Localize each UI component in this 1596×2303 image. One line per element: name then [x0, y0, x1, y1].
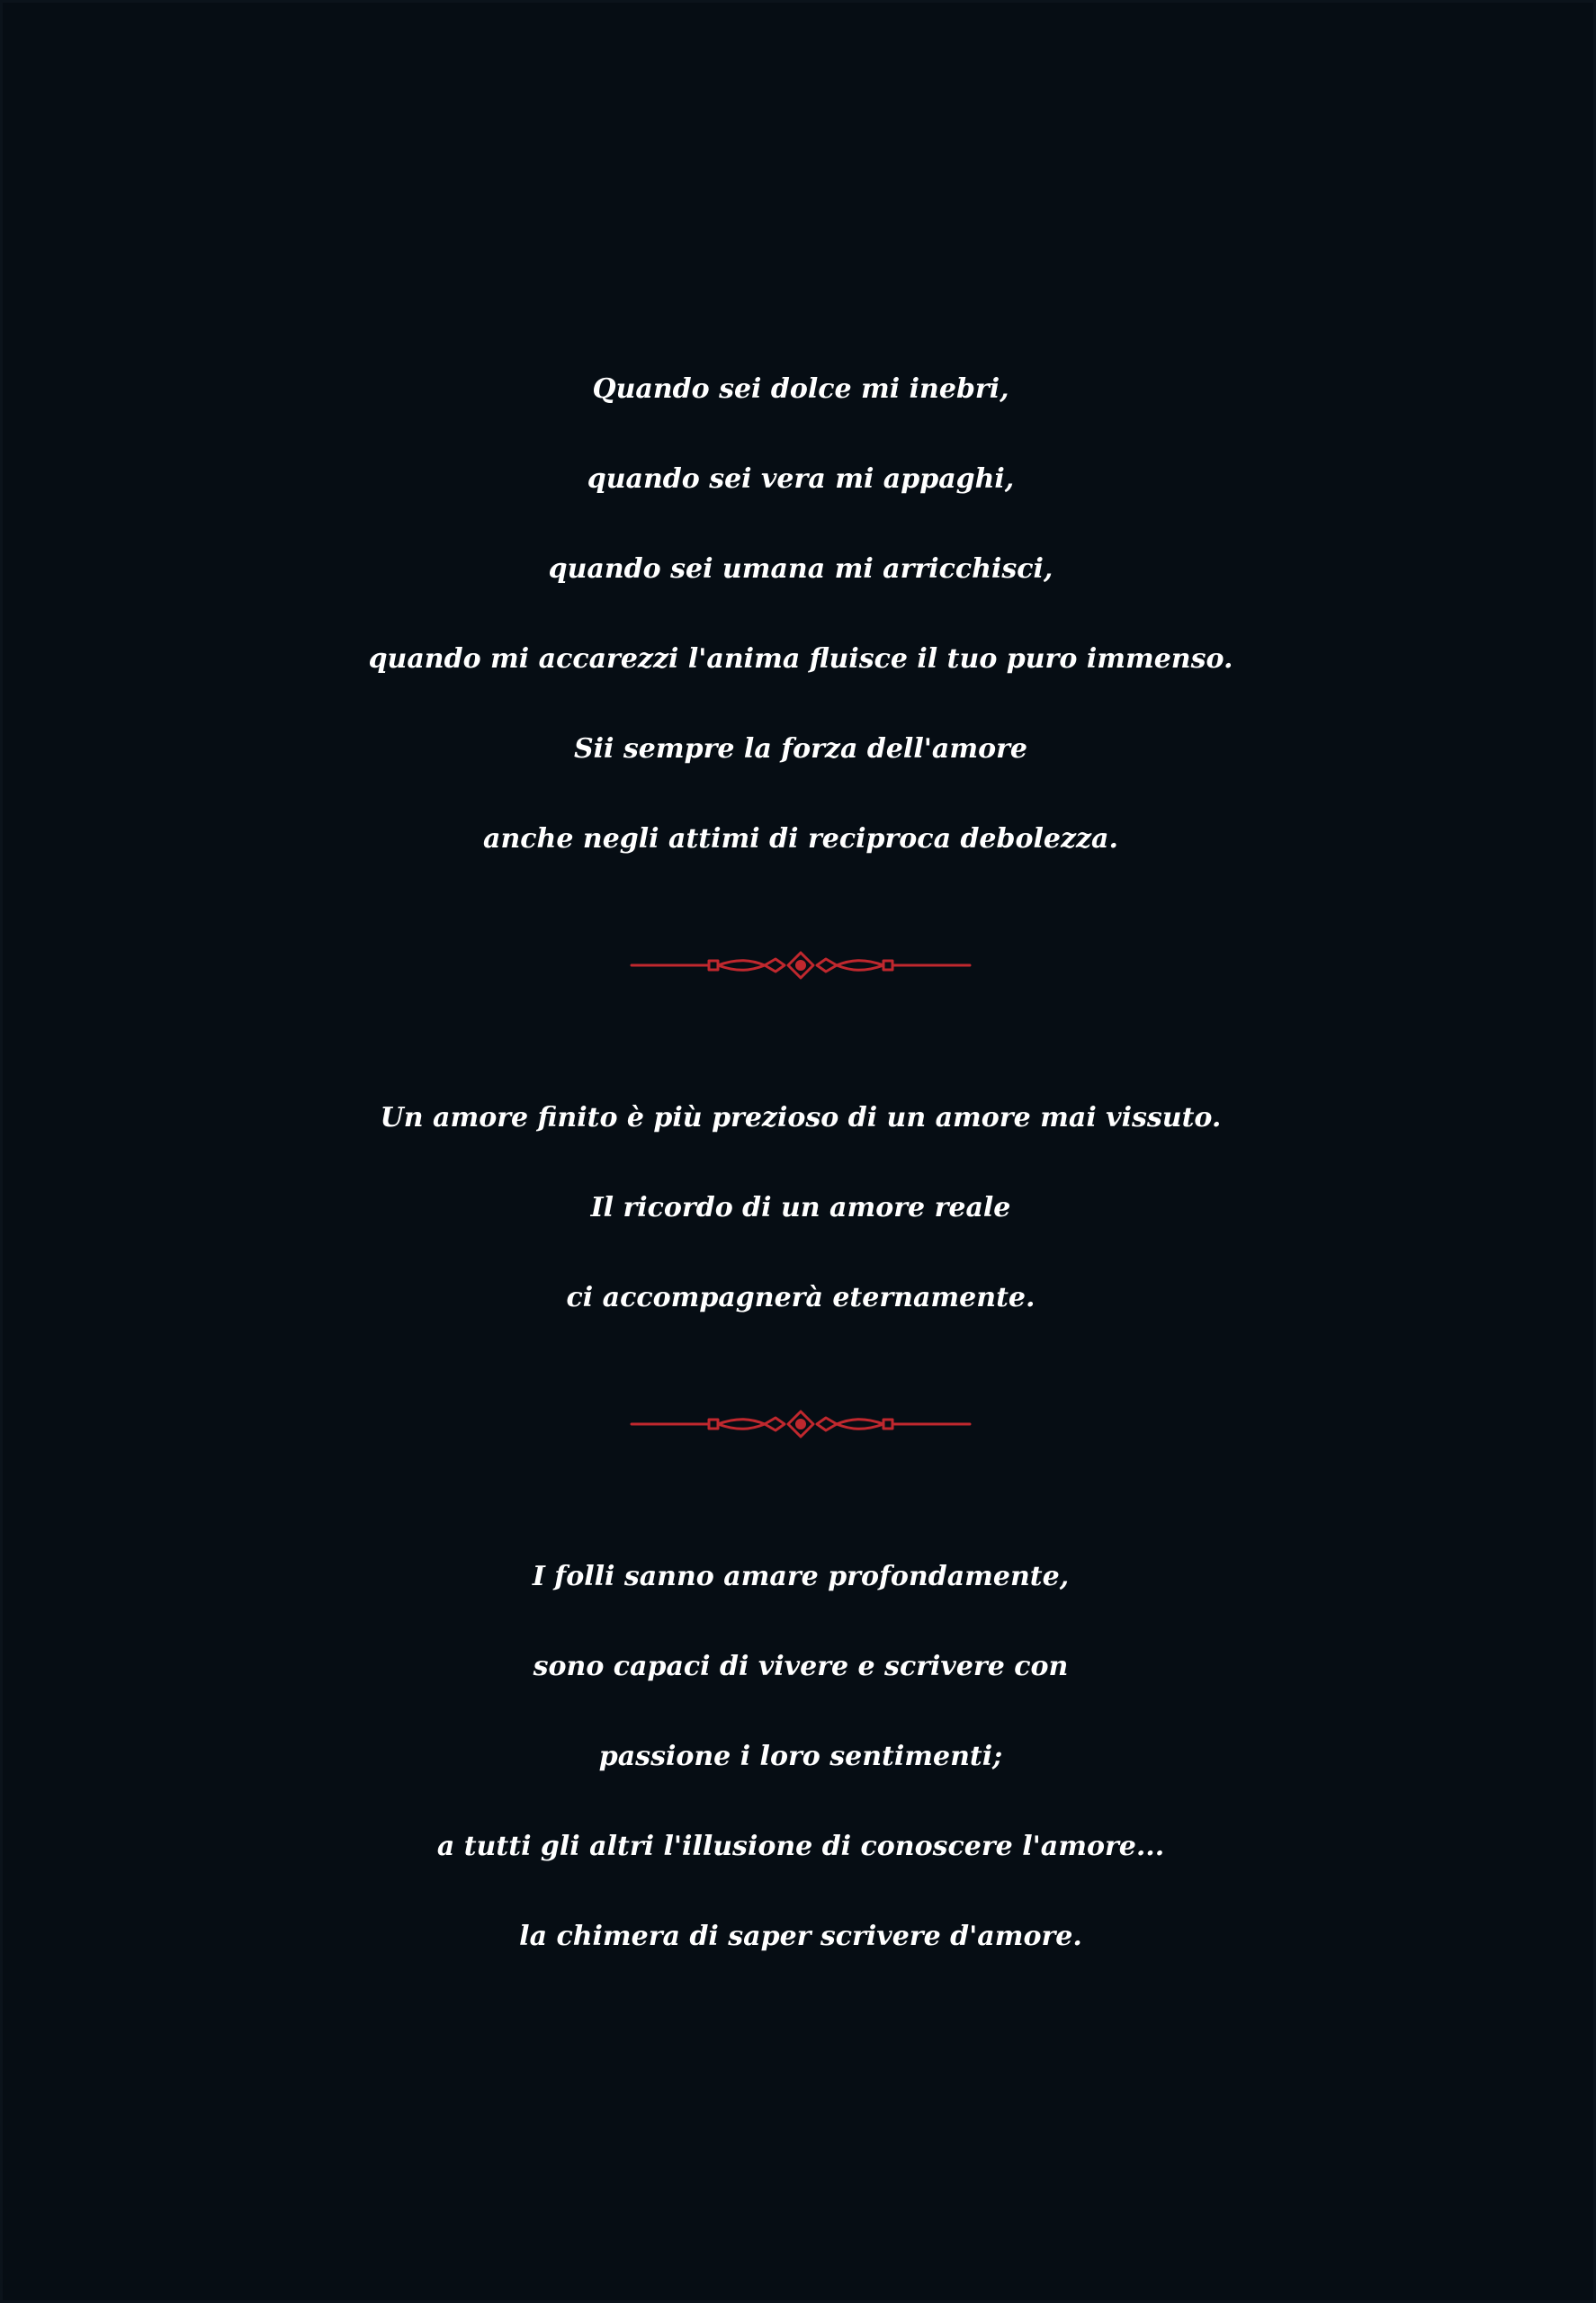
- stanza-3: [3, 1532, 1596, 1982]
- poem-line: a tutti gli altri l'illusione di conoscere l'amore...: [436, 1831, 1165, 1862]
- poem-line: quando sei vera mi appaghi,: [587, 463, 1015, 495]
- poem-line: quando mi accarezzi l'anima fluisce il tuo puro immenso.: [368, 643, 1233, 675]
- poem-line: passione i loro sentimenti;: [598, 1741, 1003, 1772]
- ornamental-divider-icon: [630, 1406, 972, 1442]
- poem-line: Il ricordo di un amore reale: [590, 1192, 1011, 1223]
- poem-line: quando sei umana mi arricchisci,: [548, 553, 1054, 585]
- poem-line: Un amore finito è più prezioso di un amore mai vissuto.: [380, 1102, 1222, 1134]
- stanza-1: [3, 345, 1596, 884]
- poem-line: Quando sei dolce mi inebri,: [592, 373, 1009, 405]
- poem-line: Sii sempre la forza dell'amore: [574, 733, 1027, 765]
- poem-line: anche negli attimi di reciproca debolezza.: [483, 823, 1118, 855]
- stanza-2: [3, 1073, 1596, 1343]
- poem-line: sono capaci di vivere e scrivere con: [533, 1651, 1069, 1682]
- poem-line: ci accompagnerà eternamente.: [566, 1282, 1036, 1313]
- poem-line: I folli sanno amare profondamente,: [532, 1561, 1070, 1592]
- ornamental-divider-icon: [630, 947, 972, 983]
- poem-line: la chimera di saper scrivere d'amore.: [519, 1921, 1082, 1952]
